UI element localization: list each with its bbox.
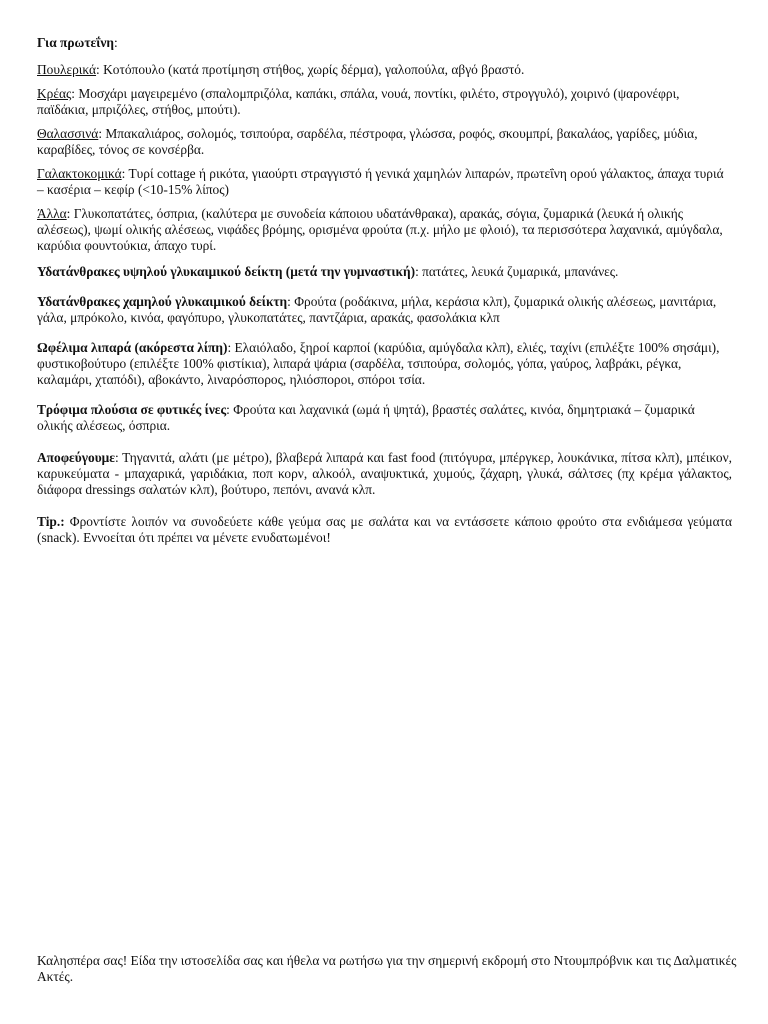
poultry-paragraph <box>37 62 732 78</box>
meat-label: Κρέας <box>37 86 72 101</box>
high-gi-paragraph <box>37 264 732 280</box>
dairy-paragraph <box>37 166 732 198</box>
tip-text: Φροντίστε λοιπόν να συνοδεύετε κάθε γεύμα σας με σαλάτα και να εντάσσετε κάποιο φρούτο στα ενδιάμεσα γεύματα (snack). Εννοείται ότι πρέπει να μένετε ενυδατωμένοι! <box>37 514 732 545</box>
fiber-text: : Φρούτα και λαχανικά (ωμά ή ψητά), βραστές σαλάτες, κινόα, δημητριακά – ζυμαρικά ολικής αλέσεως, όσπρια. <box>37 402 695 433</box>
other-text: : Γλυκοπατάτες, όσπρια, (καλύτερα με συνοδεία κάποιου υδατάνθρακα), αρακάς, σόγια, ζυμαρικά (λευκά ή ολικής αλέσεως), ψωμί ολικής αλέσεως, νιφάδες βρόμης, ορισμένα φρούτα (π.χ. μήλο με φλοιό), τα περισσότερα λαχανικά, αμύγδαλα, καρύδια φουντούκια, άπαχο τυρί. <box>37 206 723 253</box>
meat-paragraph <box>37 86 732 118</box>
document-body <box>37 35 732 546</box>
tip-paragraph <box>37 514 732 546</box>
poultry-label: Πουλερικά <box>37 62 97 77</box>
fiber-paragraph <box>37 402 732 434</box>
avoid-label: Αποφεύγουμε <box>37 450 115 465</box>
protein-heading-colon: : <box>113 35 118 50</box>
avoid-paragraph <box>37 450 732 498</box>
high-gi-label: Υδατάνθρακες υψηλού γλυκαιμικού δείκτη (μετά την γυμναστική) <box>37 264 416 279</box>
protein-heading <box>37 35 732 51</box>
other-paragraph <box>37 206 732 254</box>
tip-label: Tip.: <box>37 514 65 529</box>
seafood-text: : Μπακαλιάρος, σολομός, τσιπούρα, σαρδέλα, πέστροφα, γλώσσα, ροφός, σκουμπρί, βακαλάος, γαρίδες, μύδια, καραβίδες, τόνος σε κονσέρβα. <box>37 126 698 157</box>
dairy-label: Γαλακτοκομικά <box>37 166 122 181</box>
seafood-paragraph <box>37 126 732 158</box>
low-gi-label: Υδατάνθρακες χαμηλού γλυκαιμικού δείκτη <box>37 294 288 309</box>
poultry-text: : Κοτόπουλο (κατά προτίμηση στήθος, χωρίς δέρμα), γαλοπούλα, αβγό βραστό. <box>96 62 525 77</box>
seafood-label: Θαλασσινά <box>37 126 99 141</box>
avoid-text: : Τηγανιτά, αλάτι (με μέτρο), βλαβερά λιπαρά και fast food (πιτόγυρα, μπέργκερ, λουκάνικα, πίτσα κλπ), μπέικον, καρυκεύματα - μπαχαρικά, γαριδάκια, ποπ κορν, αλκοόλ, αναψυκτικά, χυμούς, ζάχαρη, γλυκά, σάλτσες (πχ κρέμα γάλακτος, διάφορα dressings σαλατών κλπ), βούτυρο, πεπόνι, ανανά κλπ. <box>37 450 732 497</box>
dairy-text: : Τυρί cottage ή ρικότα, γιαούρτι στραγγιστό ή γενικά χαμηλών λιπαρών, πρωτεΐνη ορού γάλακτος, άπαχα τυριά – κασέρια – κεφίρ (<10-15% λίπος) <box>37 166 724 197</box>
meat-text: : Μοσχάρι μαγειρεμένο (σπαλομπριζόλα, καπάκι, σπάλα, νουά, ποντίκι, φιλέτο, στρογγυλό), χοιρινό (ψαρονέφρι, παϊδάκια, μπριζόλες, στήθος, μπούτι). <box>37 86 680 117</box>
protein-heading-title: Για πρωτεΐνη <box>37 35 114 50</box>
footer-message: Καλησπέρα σας! Είδα την ιστοσελίδα σας και ήθελα να ρωτήσω για την σημερινή εκδρομή στο Ντουμπρόβνικ και τις Δαλματικές Ακτές. <box>37 953 737 984</box>
low-gi-text: : Φρούτα (ροδάκινα, μήλα, κεράσια κλπ), ζυμαρικά ολικής αλέσεως, μανιτάρια, γάλα, μπρόκολο, κινόα, φαγόπυρο, γλυκοπατάτες, παντζάρια, αρακάς, φασολάκια κλπ <box>37 294 717 325</box>
fats-text: : Ελαιόλαδο, ξηροί καρποί (καρύδια, αμύγδαλα κλπ), ελιές, ταχίνι (επιλέξτε 100% σησάμι), φυστικοβούτυρο (επιλέξτε 100% φιστίκια), λιπαρά ψάρια (σαρδέλα, τσιπούρα, σολομός, γόπα, γαύρος, λαβράκι, ρέγκα, καλαμάρι, χταπόδι), αβοκάντο, λιναρόσπορος, ηλιόσποροι, σπόροι τσία. <box>37 340 720 387</box>
fats-paragraph <box>37 340 732 388</box>
other-label: Άλλα <box>37 206 67 221</box>
low-gi-paragraph <box>37 294 732 326</box>
fiber-label: Τρόφιμα πλούσια σε φυτικές ίνες <box>37 402 227 417</box>
high-gi-text: : πατάτες, λευκά ζυμαρικά, μπανάνες. <box>415 264 619 279</box>
fats-label: Ωφέλιμα λιπαρά (ακόρεστα λίπη) <box>37 340 228 355</box>
